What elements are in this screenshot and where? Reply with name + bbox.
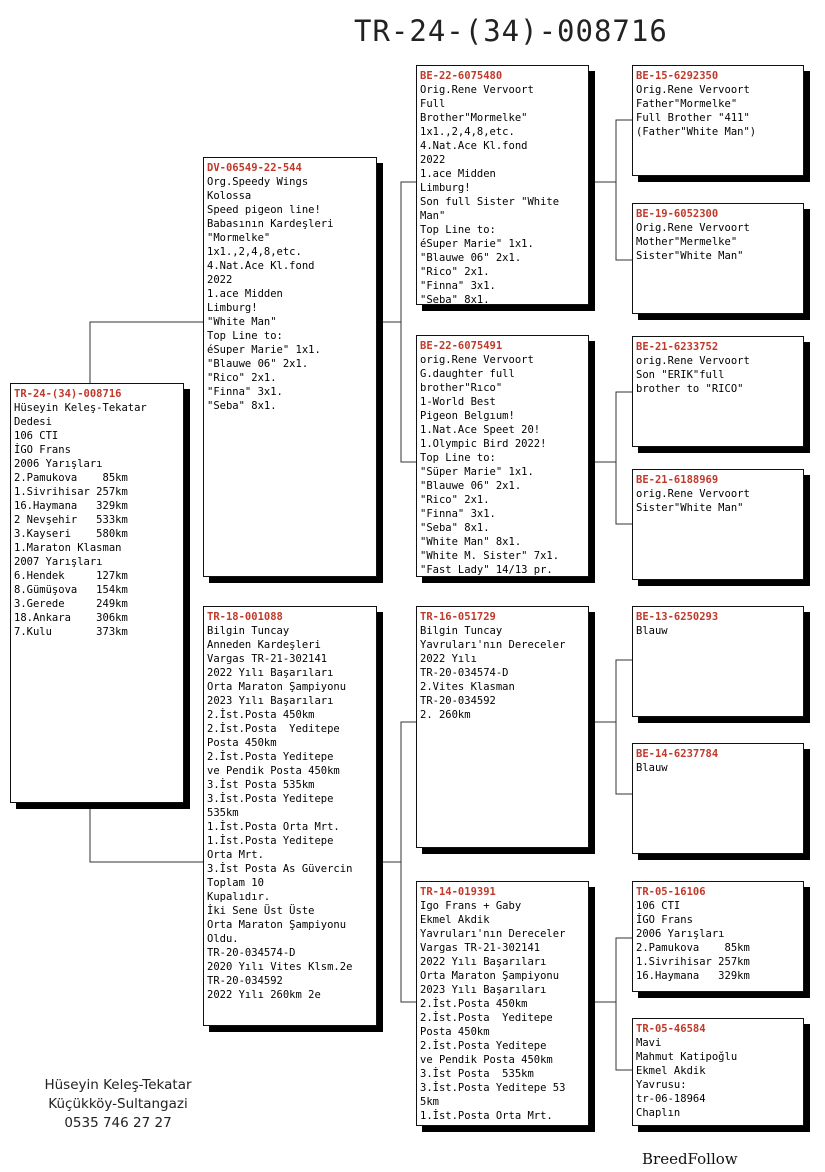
card-text-line: 2.Pamukova 85km [14,472,128,484]
card-text-line: Top Line to: [420,224,496,236]
card-text-line: ve Pendik Posta 450km [207,765,340,777]
ring-number: BE-13-6250293 [636,611,719,623]
card-text-line: Hüseyin Keleş-Tekatar [14,402,147,414]
card-text-line: 1.Maraton Klasman [14,542,122,554]
card-text-line: "Blauwe 06" 2x1. [420,480,522,492]
card-text-line: 4.Nat.Ace Kl.fond [207,260,315,272]
card-text-line: 1.Nat.Ace Speet 20! [420,424,541,436]
card-text-line: 6.Hendek 127km [14,570,128,582]
card-text-line: İGO Frans [14,444,71,456]
card-text-line: Blauw [636,625,668,637]
card-text-line: 1.ace Midden [207,288,283,300]
card-text-line: 2.İst.Posta Yeditepe [420,1040,547,1052]
card-text-line: Orig.Rene Vervoort [420,84,534,96]
card-text-line: orig.Rene Vervoort [636,355,750,367]
card-dam-dam[interactable] [416,881,589,1126]
card-text-line: 2.Pamukova 85km [636,942,750,954]
card-text-line: Father"Mormelke" [636,98,738,110]
card-text-line: "Blauwe 06" 2x1. [420,252,522,264]
card-text-line: Orig.Rene Vervoort [636,84,750,96]
card-text-line: İki Sene Üst Üste [207,905,315,917]
card-text-line: Son full Sister "White [420,196,560,208]
ring-number: TR-05-46584 [636,1023,706,1035]
card-text-line: 2006 Yarışları [14,458,103,470]
ring-number: TR-18-001088 [207,611,283,623]
card-text-line: 2020 Yılı Vites Klsm.2e [207,961,353,973]
card-text-line: Limburg! [420,182,471,194]
card-sire-sire[interactable] [416,65,589,305]
card-text-line: Sister"White Man" [636,250,744,262]
card-dam-dam-sire[interactable] [632,881,804,992]
card-text-line: Sister"White Man" [636,502,744,514]
card-text-line: 2006 Yarışları [636,928,725,940]
card-dam-sire[interactable] [416,606,589,848]
card-text-line: Top Line to: [207,330,283,342]
card-text-line: "Blauwe 06" 2x1. [207,358,309,370]
card-text-line: Orta Mrt. [207,849,264,861]
card-text-line: 2 Nevşehir 533km [14,514,128,526]
card-text-line: 16.Haymana 329km [636,970,750,982]
card-text-line: 535km [207,807,239,819]
connector-subject-dam [90,803,203,862]
card-text-line: Brother"Mormelke" [420,112,528,124]
card-text-line: Yavruları'nın Dereceler [420,928,566,940]
ring-number: BE-14-6237784 [636,748,719,760]
card-text-line: 2022 [207,274,233,286]
card-text-line: Toplam 10 [207,877,264,889]
card-text-line: 2.İst.Posta 450km [207,709,315,721]
card-text-line: Yavrusu: [636,1079,687,1091]
card-text-line: 2.İst.Posta Yeditepe [207,723,340,735]
ring-number: BE-22-6075491 [420,340,503,352]
card-text-line: 2.Vites Klasman [420,681,515,693]
card-text-line: 2.İst.Posta 450km [420,998,528,1010]
connector-sire-parents [377,182,416,462]
card-text-line: "Fast Lady" 14/13 pr. [420,564,553,576]
card-text-line: tr-06-18964 [636,1093,706,1105]
card-text-line: G.daughter full [420,368,515,380]
card-text-line: 1-World Best [420,396,496,408]
ring-number: BE-15-6292350 [636,70,719,82]
card-text-line: Vargas TR-21-302141 [420,942,541,954]
card-text-line: Anneden Kardeşleri [207,639,321,651]
card-text-line: Mavi [636,1037,662,1049]
card-text-line: "Rico" 2x1. [420,494,490,506]
card-text-line: Igo Frans + Gaby [420,900,522,912]
card-text-line: 106 CTI [14,430,59,442]
ring-number: TR-24-(34)-008716 [14,388,122,400]
ring-number: BE-19-6052300 [636,208,719,220]
card-text-line: "Süper Marie" 1x1. [420,466,534,478]
ring-number: BE-21-6188969 [636,474,719,486]
ring-number: BE-21-6233752 [636,341,719,353]
card-text-line: 2022 [420,154,446,166]
card-text-line: 1x1.,2,4,8,etc. [207,246,302,258]
card-text-line: 1.İst.Posta Yeditepe [207,835,334,847]
card-text-line: 106 CTI [636,900,681,912]
card-sire-dam-dam[interactable] [632,469,804,580]
card-text-line: Dedesi [14,416,52,428]
card-text-line: brother to "RICO" [636,383,744,395]
card-text-line: 3.Gerede 249km [14,598,128,610]
card-text-line: 1.İst.Posta Orta Mrt. [420,1110,553,1122]
card-text-line: Man" [420,210,446,222]
card-text-line: "Finna" 3x1. [207,386,283,398]
card-text-line: éSuper Marie" 1x1. [420,238,534,250]
card-text-line: Mother"Mermelke" [636,236,738,248]
card-dam[interactable] [203,606,377,1026]
card-text-line: Chaplın [636,1107,681,1119]
card-text-line: 5km [420,1096,439,1108]
card-text-line: TR-20-034574-D [207,947,296,959]
card-text-line: Posta 450km [420,1026,490,1038]
card-text-line: 16.Haymana 329km [14,500,128,512]
card-text-line: Orig.Rene Vervoort [636,222,750,234]
card-subject[interactable] [10,383,184,803]
card-text-line: Pigeon Belgıum! [420,410,515,422]
card-text-line: "Seba" 8x1. [420,522,490,534]
card-text-line: "White Man" [207,316,277,328]
card-text-line: "White M. Sister" 7x1. [420,550,560,562]
owner-contact [38,1076,198,1133]
card-sire[interactable] [203,157,377,577]
card-text-line: Posta 450km [207,737,277,749]
card-text-line: 8.Gümüşova 154km [14,584,128,596]
card-text-line: Blauw [636,762,668,774]
card-text-line: 2.İst.Posta Yeditepe [420,1012,553,1024]
card-sire-dam-sire[interactable] [632,336,804,447]
connector-ds-parents [589,660,632,794]
card-sire-sire-sire[interactable] [632,65,804,176]
card-text-line: 4.Nat.Ace Kl.fond [420,140,528,152]
card-text-line: 3.İst Posta 535km [207,779,315,791]
card-text-line: 3.Kayseri 580km [14,528,128,540]
card-text-line: Orta Maraton Şampiyonu [207,681,347,693]
card-text-line: "Finna" 3x1. [420,508,496,520]
ring-number: BE-22-6075480 [420,70,503,82]
connector-sd-parents [589,392,632,524]
card-text-line: Kupalıdır. [207,891,271,903]
card-text-line: İGO Frans [636,914,693,926]
card-text-line: 2022 Yılı [420,653,477,665]
card-text-line: 2. 260km [420,709,471,721]
card-sire-sire-dam[interactable] [632,203,804,314]
card-text-line: 3.İst Posta 535km [420,1068,534,1080]
card-text-line: 1.ace Midden [420,168,496,180]
card-text-line: Top Line to: [420,452,496,464]
card-dam-sire-dam[interactable] [632,743,804,854]
card-text-line: Kolossa [207,190,252,202]
card-text-line: Org.Speedy Wings [207,176,309,188]
card-text-line: orig.Rene Vervoort [420,354,534,366]
card-dam-sire-sire[interactable] [632,606,804,717]
card-text-line: Full [420,98,446,110]
card-text-line: Babasının Kardeşleri [207,218,334,230]
ring-number: TR-16-051729 [420,611,496,623]
ring-number: TR-05-16106 [636,886,706,898]
card-text-line: Orta Maraton Şampiyonu [207,919,347,931]
card-text-line: Ekmel Akdik [636,1065,706,1077]
card-text-line: Limburg! [207,302,258,314]
owner-phone: 0535 746 27 27 [64,1115,172,1131]
card-text-line: 3.İst.Posta Yeditepe 53 [420,1082,566,1094]
card-text-line: Full Brother "411" [636,112,750,124]
card-text-line: orig.Rene Vervoort [636,488,750,500]
card-text-line: 2022 Yılı 260km 2e [207,989,321,1001]
card-text-line: 3.İst.Posta Yeditepe [207,793,334,805]
brand-logo-text: BreedFollow [642,1150,738,1168]
card-text-line: Yavruları'nın Dereceler [420,639,566,651]
card-text-line: 3.İst Posta As Güvercin [207,863,353,875]
card-text-line: 2022 Yılı Başarıları [420,956,547,968]
card-text-line: 18.Ankara 306km [14,612,128,624]
card-text-line: Speed pigeon line! [207,204,321,216]
card-text-line: Orta Maraton Şampiyonu [420,970,560,982]
card-text-line: Ekmel Akdik [420,914,490,926]
card-text-line: "White Man" 8x1. [420,536,522,548]
card-text-line: "Rico" 2x1. [420,266,490,278]
card-text-line: ve Pendik Posta 450km [420,1054,553,1066]
ring-number: DV-06549-22-544 [207,162,302,174]
connector-ss-parents [589,120,632,260]
card-text-line: 2.İst.Posta Yeditepe [207,751,334,763]
card-text-line: (Father"White Man") [636,126,757,138]
card-text-line: 1.Sivrihisar 257km [14,486,128,498]
owner-name: Hüseyin Keleş-Tekatar [44,1077,192,1093]
card-text-line: 1.İst.Posta Orta Mrt. [207,821,340,833]
card-text-line: 2023 Yılı Başarıları [207,695,334,707]
card-sire-dam[interactable] [416,335,589,577]
ring-number: TR-14-019391 [420,886,496,898]
card-text-line: Son "ERIK"full [636,369,725,381]
card-text-line: "Rico" 2x1. [207,372,277,384]
card-text-line: 1.Sivrihisar 257km [636,956,750,968]
card-text-line: "Seba" 8x1. [207,400,277,412]
card-text-line: 1.Olympic Bird 2022! [420,438,547,450]
card-text-line: Bilgin Tuncay [420,625,503,637]
card-text-line: 2007 Yarışları [14,556,103,568]
connector-subject-sire [90,322,203,383]
card-dam-dam-dam[interactable] [632,1018,804,1126]
card-text-line: Oldu. [207,933,239,945]
card-text-line: Bilgin Tuncay [207,625,290,637]
card-text-line: brother"Rıco" [420,382,503,394]
card-text-line: "Seba" 8x1. [420,294,490,305]
pedigree-title: TR-24-(34)-008716 [354,14,668,48]
card-text-line: Vargas TR-21-302141 [207,653,328,665]
card-text-line: 2022 Yılı Başarıları [207,667,334,679]
card-text-line: 7.Kulu 373km [14,626,128,638]
card-text-line: Mahmut Katipoğlu [636,1051,738,1063]
card-text-line: TR-20-034592 [420,695,496,707]
card-text-line: éSuper Marie" 1x1. [207,344,321,356]
card-text-line: 1x1.,2,4,8,etc. [420,126,515,138]
card-text-line: "Mormelke" [207,232,271,244]
connector-dd-parents [589,938,632,1070]
card-text-line: "Finna" 3x1. [420,280,496,292]
card-text-line: TR-20-034592 [207,975,283,987]
card-text-line: TR-20-034574-D [420,667,509,679]
connector-dam-parents [377,722,416,1002]
owner-address: Küçükköy-Sultangazi [48,1096,188,1112]
card-text-line: 2023 Yılı Başarıları [420,984,547,996]
